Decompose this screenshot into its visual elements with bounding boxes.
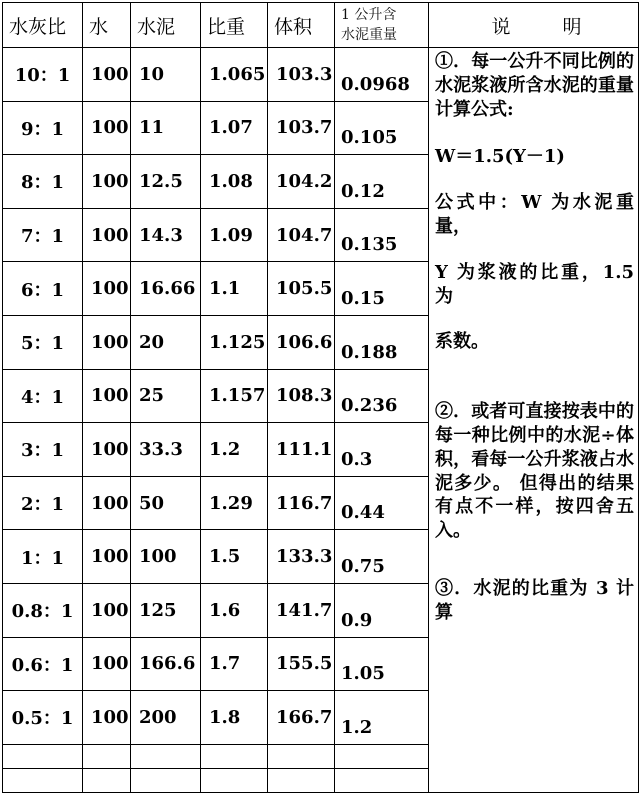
per-liter-cell: 1.2 (335, 691, 429, 745)
water-cell: 100 (83, 583, 131, 637)
water-cell: 100 (83, 48, 131, 102)
header-cement-per-liter-line1: 1 公升含 (341, 7, 397, 23)
ratio-cell: 0.6：1 (3, 637, 83, 691)
gravity-cell: 1.065 (201, 48, 268, 102)
per-liter-cell: 0.0968 (335, 48, 429, 102)
gravity-cell: 1.157 (201, 369, 268, 423)
ratio-cell: 6：1 (3, 262, 83, 316)
header-water: 水 (83, 3, 131, 48)
volume-cell: 111.1 (268, 423, 335, 477)
cement-cell: 25 (131, 369, 201, 423)
per-liter-cell: 0.44 (335, 476, 429, 530)
per-liter-cell: 0.75 (335, 530, 429, 584)
water-cell: 100 (83, 691, 131, 745)
gravity-cell: 1.09 (201, 208, 268, 262)
per-liter-cell: 0.12 (335, 155, 429, 209)
cement-cell: 11 (131, 101, 201, 155)
cement-cell: 166.6 (131, 637, 201, 691)
volume-cell: 104.2 (268, 155, 335, 209)
empty-cell (201, 744, 268, 768)
water-cell: 100 (83, 637, 131, 691)
ratio-cell: 3：1 (3, 423, 83, 477)
header-explanation-char1: 说 (491, 15, 511, 38)
explanation-p4: 系数。 (435, 331, 489, 353)
header-cement-per-liter-line2: 水泥重量 (341, 27, 397, 43)
per-liter-cell: 0.135 (335, 208, 429, 262)
per-liter-cell: 0.188 (335, 315, 429, 369)
empty-cell (201, 768, 268, 792)
explanation-p2: 公式中：W 为水泥重量， (435, 192, 634, 237)
volume-cell: 105.5 (268, 262, 335, 316)
gravity-cell: 1.29 (201, 476, 268, 530)
ratio-cell: 9：1 (3, 101, 83, 155)
cement-cell: 12.5 (131, 155, 201, 209)
water-cell: 100 (83, 530, 131, 584)
header-cement-per-liter (335, 3, 429, 48)
volume-cell: 108.3 (268, 369, 335, 423)
ratio-cell: 1：1 (3, 530, 83, 584)
header-explanation (429, 3, 639, 48)
water-cell: 100 (83, 155, 131, 209)
ratio-cell: 8：1 (3, 155, 83, 209)
cement-cell: 100 (131, 530, 201, 584)
per-liter-cell: 1.05 (335, 637, 429, 691)
gravity-cell: 1.08 (201, 155, 268, 209)
ratio-cell: 10：1 (3, 48, 83, 102)
explanation-p5: ②．或者可直接按表中的每一种比例中的水泥÷体积，看每一公升浆液占水泥多少。 但得出的结果有点不一样，按四舍五入。 (435, 401, 634, 542)
gravity-cell: 1.07 (201, 101, 268, 155)
per-liter-cell: 0.3 (335, 423, 429, 477)
empty-cell (268, 768, 335, 792)
header-specific-gravity: 比重 (201, 3, 268, 48)
ratio-cell: 4：1 (3, 369, 83, 423)
empty-cell (3, 768, 83, 792)
cement-cell: 50 (131, 476, 201, 530)
volume-cell: 141.7 (268, 583, 335, 637)
water-cell: 100 (83, 101, 131, 155)
gravity-cell: 1.5 (201, 530, 268, 584)
cement-cell: 10 (131, 48, 201, 102)
ratio-cell: 7：1 (3, 208, 83, 262)
water-cell: 100 (83, 369, 131, 423)
volume-cell: 106.6 (268, 315, 335, 369)
water-cell: 100 (83, 423, 131, 477)
cement-cell: 14.3 (131, 208, 201, 262)
volume-cell: 103.3 (268, 48, 335, 102)
empty-cell (3, 744, 83, 768)
cement-cell: 200 (131, 691, 201, 745)
empty-cell (335, 744, 429, 768)
header-explanation-char2: 明 (562, 15, 582, 38)
per-liter-cell: 0.236 (335, 369, 429, 423)
ratio-cell: 0.5：1 (3, 691, 83, 745)
gravity-cell: 1.7 (201, 637, 268, 691)
explanation-formula: W＝1.5(Y－1) (435, 146, 565, 168)
water-cell: 100 (83, 315, 131, 369)
gravity-cell: 1.125 (201, 315, 268, 369)
empty-cell (131, 744, 201, 768)
water-cell: 100 (83, 262, 131, 316)
empty-cell (131, 768, 201, 792)
cement-grout-table (2, 2, 639, 793)
cement-cell: 16.66 (131, 262, 201, 316)
ratio-cell: 2：1 (3, 476, 83, 530)
empty-cell (83, 744, 131, 768)
gravity-cell: 1.2 (201, 423, 268, 477)
explanation-p6: ③．水泥的比重为 3 计算 (435, 577, 634, 623)
table-row (3, 48, 639, 102)
cement-cell: 20 (131, 315, 201, 369)
per-liter-cell: 0.15 (335, 262, 429, 316)
explanation-cell (429, 48, 639, 793)
volume-cell: 104.7 (268, 208, 335, 262)
header-row (3, 3, 639, 48)
header-volume: 体积 (268, 3, 335, 48)
gravity-cell: 1.6 (201, 583, 268, 637)
explanation-p1: ①．每一公升不同比例的水泥浆液所含水泥的重量计算公式: (435, 51, 634, 120)
volume-cell: 116.7 (268, 476, 335, 530)
empty-cell (335, 768, 429, 792)
water-cell: 100 (83, 476, 131, 530)
volume-cell: 155.5 (268, 637, 335, 691)
header-cement: 水泥 (131, 3, 201, 48)
volume-cell: 103.7 (268, 101, 335, 155)
cement-cell: 125 (131, 583, 201, 637)
empty-cell (268, 744, 335, 768)
explanation-p3: Y 为浆液的比重，1.5 为 (435, 261, 634, 307)
volume-cell: 133.3 (268, 530, 335, 584)
gravity-cell: 1.8 (201, 691, 268, 745)
water-cell: 100 (83, 208, 131, 262)
ratio-cell: 5：1 (3, 315, 83, 369)
cement-cell: 33.3 (131, 423, 201, 477)
gravity-cell: 1.1 (201, 262, 268, 316)
per-liter-cell: 0.105 (335, 101, 429, 155)
header-water-cement-ratio: 水灰比 (3, 3, 83, 48)
empty-cell (83, 768, 131, 792)
per-liter-cell: 0.9 (335, 583, 429, 637)
volume-cell: 166.7 (268, 691, 335, 745)
ratio-cell: 0.8：1 (3, 583, 83, 637)
